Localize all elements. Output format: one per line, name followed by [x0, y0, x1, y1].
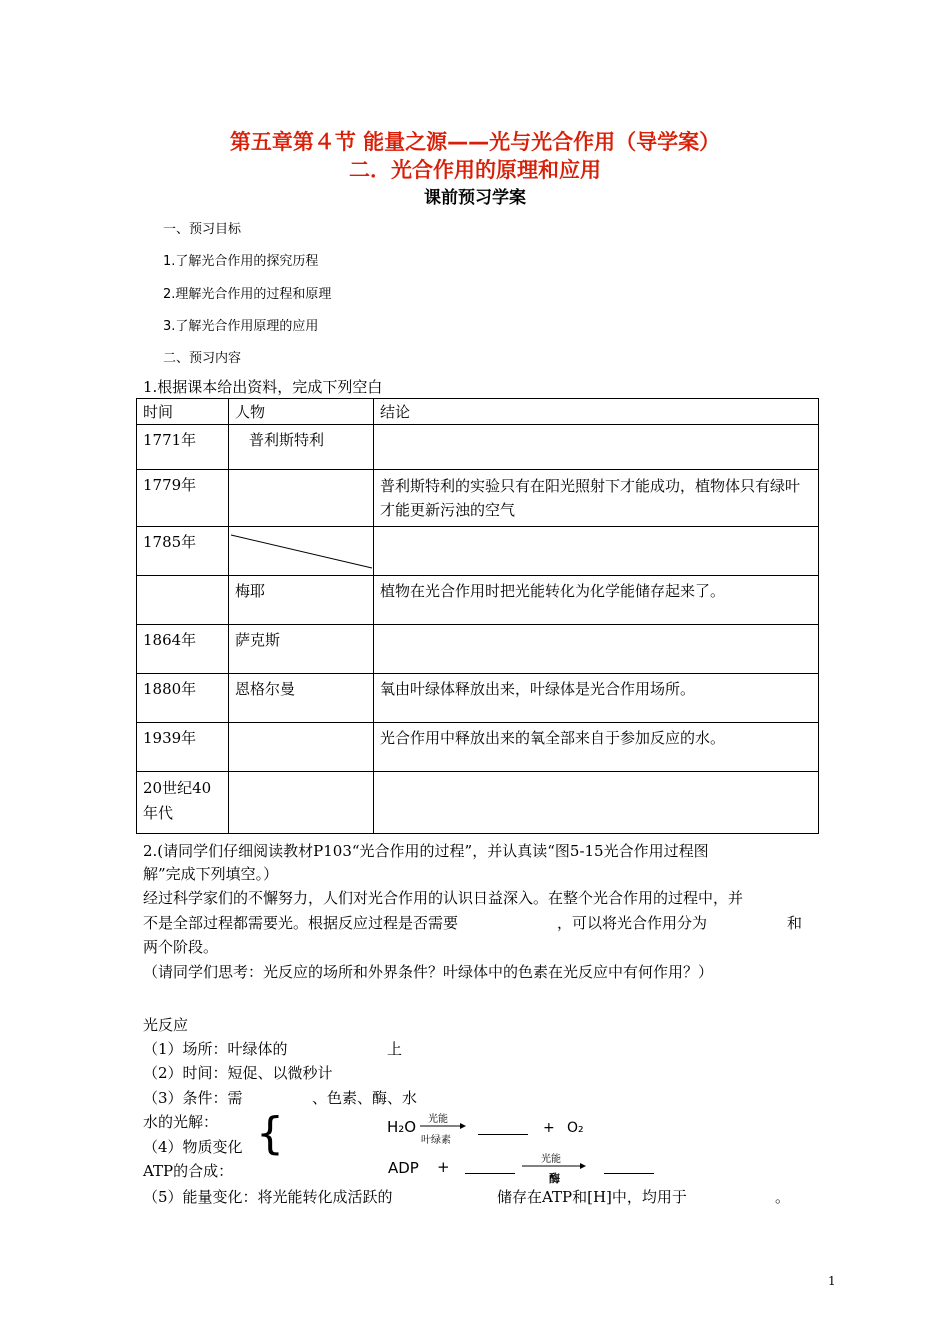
cell-time: 1785年: [137, 527, 229, 576]
cell-conclusion: 植物在光合作用时把光能转化为化学能储存起来了。: [374, 576, 819, 625]
eq1-right: O₂: [567, 1120, 584, 1136]
eq2-plus: +: [437, 1158, 450, 1176]
eq2-left: ADP: [388, 1159, 419, 1177]
table-header-row: [137, 399, 819, 425]
time-text: （2）时间：短促、以微秒计: [143, 1064, 333, 1082]
cell-person: [229, 772, 374, 834]
cell-conclusion: [374, 625, 819, 674]
cell-conclusion: [374, 527, 819, 576]
cell-person: 梅耶: [229, 576, 374, 625]
cell-person: [229, 470, 374, 527]
site-text: （1）场所：叶绿体的: [143, 1040, 288, 1058]
table-row: [137, 674, 819, 723]
light-reaction-heading: 光反应: [143, 1016, 189, 1034]
content-heading: 二、预习内容: [163, 351, 242, 366]
eq1-left: H₂O: [387, 1118, 417, 1136]
q2-line: 解”完成下列填空。）: [143, 865, 279, 883]
section-title: 课前预习学案: [424, 188, 526, 208]
eq1-arrow-label-top: 光能: [428, 1114, 448, 1125]
eq1-arrow-label-bottom: 叶绿素: [421, 1135, 451, 1146]
eq2-blank-left: [465, 1173, 515, 1174]
eq1-plus: +: [543, 1120, 555, 1136]
q1-prompt: 1.根据课本给出资料，完成下列空白: [143, 378, 383, 396]
page-title: 第五章第４节 能量之源——光与光合作用（导学案）: [229, 130, 721, 154]
cell-person-crossed: [229, 527, 374, 576]
water-photolysis-label: 水的光解：: [143, 1113, 219, 1131]
cell-time: [137, 576, 229, 625]
header-time: 时间: [137, 399, 229, 425]
condition-text: （3）条件：需: [143, 1089, 243, 1107]
q2-line: 不是全部过程都需要光。根据反应过程是否需要: [143, 914, 459, 932]
cell-conclusion: 普利斯特利的实验只有在阳光照射下才能成功，植物体只有绿叶才能更新污浊的空气: [374, 470, 819, 527]
atp-synthesis-label: ATP的合成：: [143, 1162, 234, 1180]
q2-line: ，可以将光合作用分为: [557, 914, 708, 932]
diagonal-line: [229, 527, 374, 576]
history-table: [136, 398, 819, 834]
eq2-arrow-label-top: 光能: [541, 1154, 561, 1165]
table-row: [137, 576, 819, 625]
cell-time: 1779年: [137, 470, 229, 527]
condition-text-end: 、色素、酶、水: [312, 1089, 418, 1107]
cell-conclusion: [374, 425, 819, 470]
table-row: [137, 527, 819, 576]
cell-time: 1939年: [137, 723, 229, 772]
arrow-icon: [420, 1122, 466, 1130]
goal-item: 1.了解光合作用的探究历程: [163, 254, 319, 269]
page-number: 1: [828, 1274, 836, 1288]
material-change-label: （4）物质变化: [143, 1138, 243, 1156]
energy-change-text: 储存在ATP和[H]中，均用于: [497, 1188, 687, 1206]
eq2-blank-right: [604, 1173, 654, 1174]
goals-heading: 一、预习目标: [163, 222, 242, 237]
cell-time: 1880年: [137, 674, 229, 723]
q2-line: 和: [787, 914, 803, 932]
cell-conclusion: 光合作用中释放出来的氧全部来自于参加反应的水。: [374, 723, 819, 772]
header-person: 人物: [229, 399, 374, 425]
q2-line: 经过科学家们的不懈努力，人们对光合作用的认识日益深入。在整个光合作用的过程中，并: [143, 889, 744, 907]
cell-person: 普利斯特利: [229, 425, 374, 470]
table-row: [137, 625, 819, 674]
q2-line: 2.(请同学们仔细阅读教材P103“光合作用的过程”，并认真读“图5-15光合作用过程图: [143, 842, 709, 860]
cell-conclusion: 氧由叶绿体释放出来，叶绿体是光合作用场所。: [374, 674, 819, 723]
curly-brace-icon: {: [256, 1108, 284, 1159]
table-row: [137, 772, 819, 834]
eq2-arrow-label-bottom: 酶: [549, 1172, 560, 1185]
cell-conclusion: [374, 772, 819, 834]
goal-item: 2.理解光合作用的过程和原理: [163, 287, 332, 302]
site-text-end: 上: [387, 1040, 403, 1058]
table-row: [137, 425, 819, 470]
cell-time: 1864年: [137, 625, 229, 674]
q2-think-prompt: （请同学们思考：光反应的场所和外界条件？叶绿体中的色素在光反应中有何作用？）: [143, 963, 714, 981]
eq1-blank: [478, 1134, 528, 1135]
page-subtitle: 二．光合作用的原理和应用: [349, 158, 601, 182]
energy-change-text: （5）能量变化：将光能转化成活跃的: [143, 1188, 393, 1206]
arrow-icon: [522, 1162, 586, 1170]
table-row: [137, 723, 819, 772]
header-conclusion: 结论: [374, 399, 819, 425]
cell-person: 恩格尔曼: [229, 674, 374, 723]
table-row: [137, 470, 819, 527]
goal-item: 3.了解光合作用原理的应用: [163, 319, 319, 334]
energy-change-end: 。: [775, 1188, 791, 1206]
cell-time: 1771年: [137, 425, 229, 470]
cell-person: 萨克斯: [229, 625, 374, 674]
q2-line: 两个阶段。: [143, 938, 219, 956]
cell-time: 20世纪40年代: [137, 772, 229, 834]
cell-person: [229, 723, 374, 772]
